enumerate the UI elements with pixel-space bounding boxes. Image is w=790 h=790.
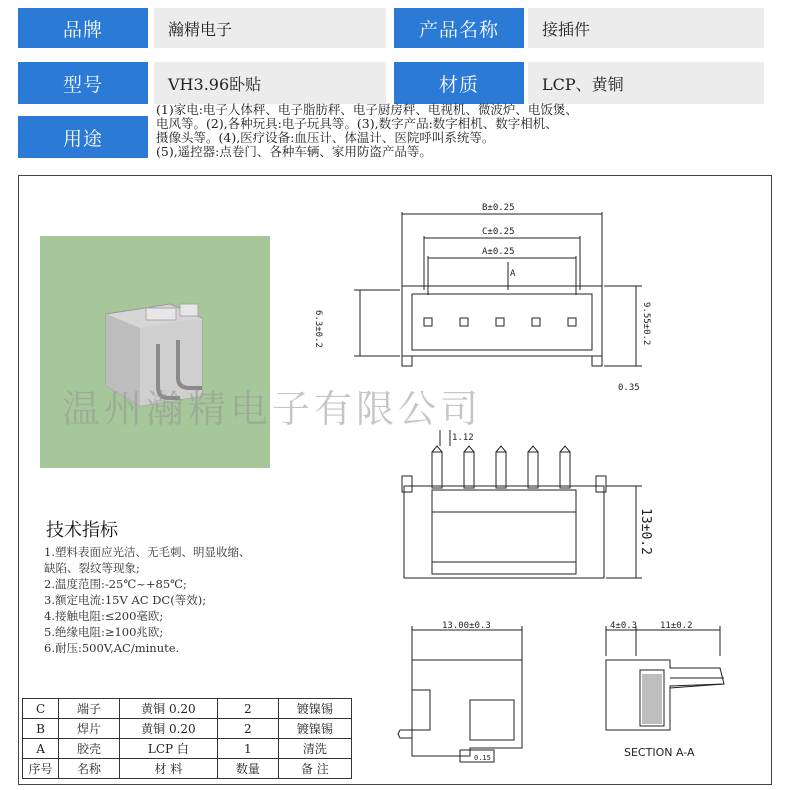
bom-cell: 1 — [217, 739, 278, 759]
bom-row — [23, 739, 352, 759]
bom-row — [23, 719, 352, 739]
bom-cell: 黄铜 0.20 — [119, 719, 217, 739]
product-name-value: 接插件 — [528, 8, 764, 48]
bom-cell: 镀镍锡 — [278, 699, 351, 719]
bom-cell: 备 注 — [278, 759, 351, 779]
brand-value: 瀚精电子 — [154, 8, 386, 48]
usage-line: (1)家电:电子人体秤、电子脂肪秤、电子厨房秤、电视机、微波炉、电饭煲、 — [156, 102, 578, 117]
dim-b: B±0.25 — [482, 203, 515, 213]
watermark: 温州瀚精电子有限公司 — [62, 387, 483, 431]
product-name-label: 产品名称 — [394, 8, 524, 48]
usage-text — [156, 103, 776, 159]
connector-photo-illustration — [40, 236, 270, 468]
dim-6-3: 6.3±0.2 — [313, 310, 323, 348]
bom-header-row — [23, 759, 352, 779]
bom-cell: 胶壳 — [59, 739, 120, 759]
spec-item: 6.耐压:500V,AC/minute. — [44, 641, 180, 655]
dim-9-55: 9.55±0.2 — [641, 302, 651, 346]
bom-cell: 数量 — [217, 759, 278, 779]
spec-item: 1.塑料表面应光洁、无毛刺、明显收缩、 — [44, 545, 251, 559]
bom-cell: 端子 — [59, 699, 120, 719]
model-value: VH3.96卧贴 — [154, 62, 386, 104]
spec-item: 缺陷、裂纹等现象; — [44, 561, 140, 575]
section-a-a-label: SECTION A-A — [624, 746, 695, 759]
usage-line: (5),遥控器:点卷门、各种车辆、家用防盗产品等。 — [156, 144, 432, 159]
dim-0-35: 0.35 — [618, 383, 640, 393]
dim-11: 11±0.2 — [660, 621, 693, 631]
product-photo — [40, 236, 270, 468]
bom-cell: B — [23, 719, 59, 739]
material-value: LCP、黄铜 — [528, 62, 764, 104]
bom-row — [23, 699, 352, 719]
dim-13-00: 13.00±0.3 — [442, 621, 491, 631]
spec-item: 4.接触电阻:≤200毫欧; — [44, 609, 164, 623]
bom-cell: 清洗 — [278, 739, 351, 759]
bom-cell: 焊片 — [59, 719, 120, 739]
dim-c: C±0.25 — [482, 227, 515, 237]
spec-item: 5.绝缘电阻:≥100兆欧; — [44, 625, 164, 639]
bom-cell: 2 — [217, 699, 278, 719]
bom-cell: 2 — [217, 719, 278, 739]
dim-13: 13±0.2 — [638, 508, 653, 555]
specs-title: 技术指标 — [46, 520, 118, 541]
brand-label: 品牌 — [18, 8, 148, 48]
bom-cell: LCP 白 — [119, 739, 217, 759]
bom-cell: C — [23, 699, 59, 719]
dim-0-15: 0.15 — [474, 754, 491, 762]
bom-cell: 序号 — [23, 759, 59, 779]
specs-list — [44, 544, 250, 656]
bom-cell: A — [23, 739, 59, 759]
model-label: 型号 — [18, 62, 148, 104]
usage-line: 电风等。(2),各种玩具:电子玩具等。(3),数字产品:数字相机、数字相机、 — [156, 116, 558, 131]
dim-1-12: 1.12 — [452, 433, 474, 443]
spec-item: 2.温度范围:-25℃~+85℃; — [44, 577, 187, 591]
bom-table — [22, 698, 352, 779]
section-mark: A — [510, 269, 516, 279]
bom-cell: 黄铜 0.20 — [119, 699, 217, 719]
dim-a: A±0.25 — [482, 247, 515, 257]
material-label: 材质 — [394, 62, 524, 104]
spec-item: 3.额定电流:15V AC DC(等效); — [44, 593, 207, 607]
bom-cell: 镀镍锡 — [278, 719, 351, 739]
dim-4: 4±0.3 — [610, 621, 638, 631]
usage-label: 用途 — [18, 116, 148, 158]
bom-cell: 材 料 — [119, 759, 217, 779]
bom-cell: 名称 — [59, 759, 120, 779]
usage-line: 摄像头等。(4),医疗设备:血压计、体温计、医院呼叫系统等。 — [156, 130, 495, 145]
